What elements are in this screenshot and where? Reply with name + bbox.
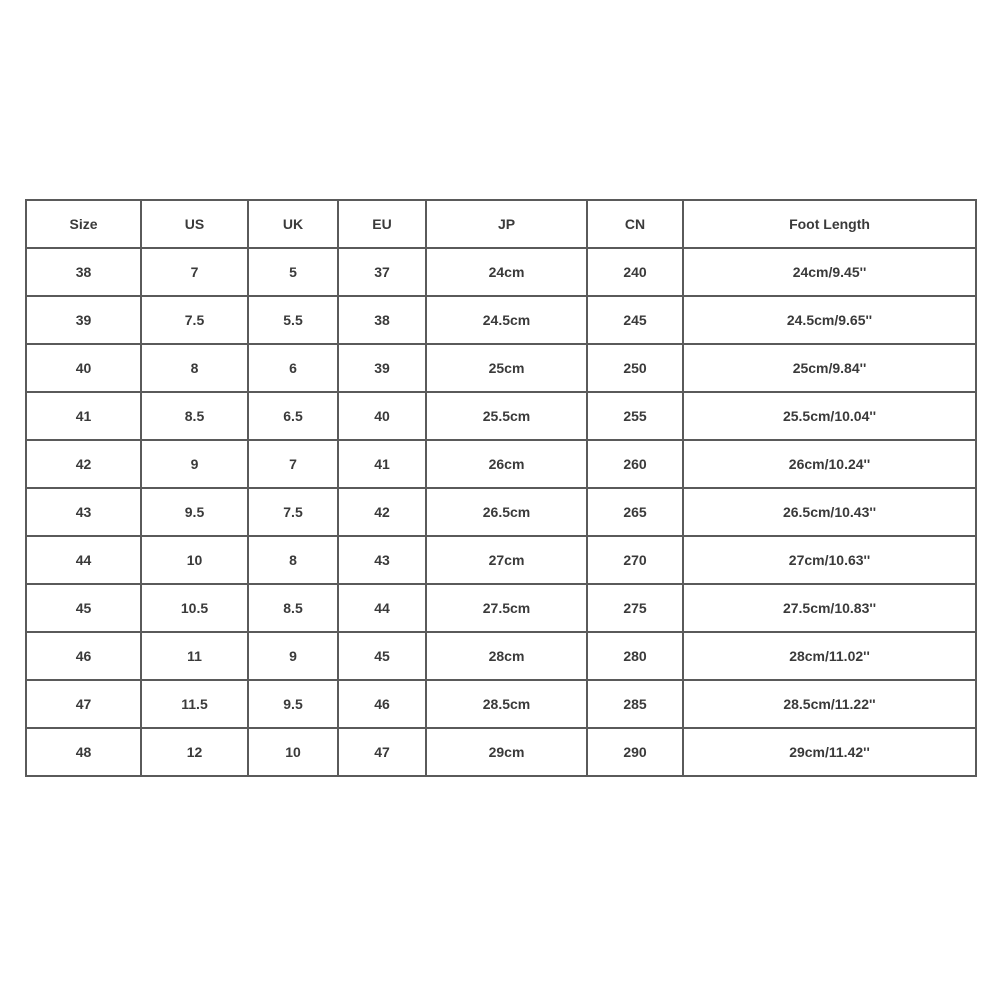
cell-uk: 8.5 <box>248 584 338 632</box>
cell-cn: 270 <box>587 536 683 584</box>
cell-foot-length: 26.5cm/10.43'' <box>683 488 976 536</box>
cell-jp: 29cm <box>426 728 587 776</box>
cell-jp: 28cm <box>426 632 587 680</box>
cell-jp: 27.5cm <box>426 584 587 632</box>
cell-cn: 290 <box>587 728 683 776</box>
header-eu: EU <box>338 200 426 248</box>
cell-uk: 6 <box>248 344 338 392</box>
cell-eu: 41 <box>338 440 426 488</box>
table-body <box>26 248 976 776</box>
cell-us: 7.5 <box>141 296 248 344</box>
cell-size: 47 <box>26 680 141 728</box>
cell-cn: 240 <box>587 248 683 296</box>
cell-size: 43 <box>26 488 141 536</box>
table-row <box>26 344 976 392</box>
cell-size: 38 <box>26 248 141 296</box>
cell-us: 8.5 <box>141 392 248 440</box>
cell-foot-length: 24.5cm/9.65'' <box>683 296 976 344</box>
cell-cn: 245 <box>587 296 683 344</box>
table-header-row <box>26 200 976 248</box>
table-row <box>26 536 976 584</box>
cell-eu: 47 <box>338 728 426 776</box>
cell-size: 40 <box>26 344 141 392</box>
cell-foot-length: 28cm/11.02'' <box>683 632 976 680</box>
cell-cn: 285 <box>587 680 683 728</box>
cell-foot-length: 27cm/10.63'' <box>683 536 976 584</box>
cell-us: 9 <box>141 440 248 488</box>
header-cn: CN <box>587 200 683 248</box>
cell-eu: 44 <box>338 584 426 632</box>
cell-eu: 45 <box>338 632 426 680</box>
cell-eu: 46 <box>338 680 426 728</box>
cell-jp: 26.5cm <box>426 488 587 536</box>
cell-uk: 5.5 <box>248 296 338 344</box>
cell-uk: 5 <box>248 248 338 296</box>
cell-size: 41 <box>26 392 141 440</box>
cell-cn: 250 <box>587 344 683 392</box>
table-row <box>26 680 976 728</box>
cell-jp: 28.5cm <box>426 680 587 728</box>
cell-jp: 25cm <box>426 344 587 392</box>
cell-foot-length: 25.5cm/10.04'' <box>683 392 976 440</box>
cell-size: 45 <box>26 584 141 632</box>
cell-uk: 9.5 <box>248 680 338 728</box>
cell-foot-length: 28.5cm/11.22'' <box>683 680 976 728</box>
cell-us: 7 <box>141 248 248 296</box>
table-row <box>26 248 976 296</box>
cell-us: 12 <box>141 728 248 776</box>
cell-foot-length: 24cm/9.45'' <box>683 248 976 296</box>
cell-jp: 27cm <box>426 536 587 584</box>
cell-us: 10 <box>141 536 248 584</box>
cell-eu: 38 <box>338 296 426 344</box>
size-chart-table <box>25 199 977 777</box>
cell-eu: 43 <box>338 536 426 584</box>
table-row <box>26 488 976 536</box>
table-row <box>26 584 976 632</box>
cell-jp: 25.5cm <box>426 392 587 440</box>
cell-foot-length: 26cm/10.24'' <box>683 440 976 488</box>
cell-size: 48 <box>26 728 141 776</box>
cell-us: 11 <box>141 632 248 680</box>
cell-cn: 275 <box>587 584 683 632</box>
cell-uk: 7.5 <box>248 488 338 536</box>
cell-eu: 42 <box>338 488 426 536</box>
table-row <box>26 440 976 488</box>
cell-jp: 26cm <box>426 440 587 488</box>
cell-cn: 255 <box>587 392 683 440</box>
table-row <box>26 392 976 440</box>
cell-eu: 40 <box>338 392 426 440</box>
cell-cn: 265 <box>587 488 683 536</box>
cell-uk: 8 <box>248 536 338 584</box>
cell-foot-length: 29cm/11.42'' <box>683 728 976 776</box>
cell-eu: 37 <box>338 248 426 296</box>
header-jp: JP <box>426 200 587 248</box>
table-row <box>26 296 976 344</box>
cell-eu: 39 <box>338 344 426 392</box>
cell-uk: 10 <box>248 728 338 776</box>
header-uk: UK <box>248 200 338 248</box>
cell-foot-length: 27.5cm/10.83'' <box>683 584 976 632</box>
cell-uk: 7 <box>248 440 338 488</box>
cell-jp: 24cm <box>426 248 587 296</box>
cell-size: 42 <box>26 440 141 488</box>
cell-uk: 6.5 <box>248 392 338 440</box>
table-row <box>26 632 976 680</box>
cell-size: 44 <box>26 536 141 584</box>
cell-uk: 9 <box>248 632 338 680</box>
table-row <box>26 728 976 776</box>
cell-us: 11.5 <box>141 680 248 728</box>
cell-cn: 260 <box>587 440 683 488</box>
cell-jp: 24.5cm <box>426 296 587 344</box>
header-size: Size <box>26 200 141 248</box>
cell-foot-length: 25cm/9.84'' <box>683 344 976 392</box>
cell-size: 39 <box>26 296 141 344</box>
cell-size: 46 <box>26 632 141 680</box>
cell-us: 9.5 <box>141 488 248 536</box>
header-us: US <box>141 200 248 248</box>
cell-cn: 280 <box>587 632 683 680</box>
cell-us: 10.5 <box>141 584 248 632</box>
header-foot-length: Foot Length <box>683 200 976 248</box>
cell-us: 8 <box>141 344 248 392</box>
